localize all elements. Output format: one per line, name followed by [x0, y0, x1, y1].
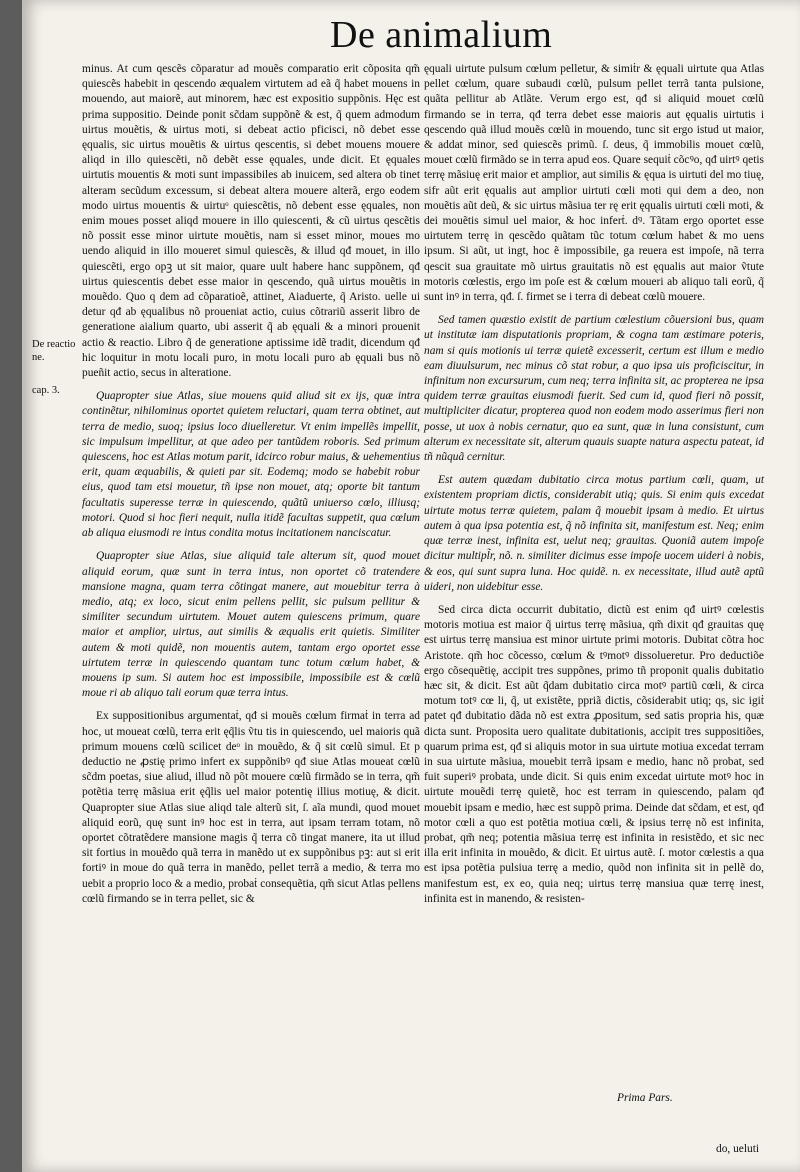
- margin-note: cap. 3.: [32, 385, 60, 396]
- commentary-paragraph: Ex suppositionibus argumentaṫ, qđ si mouẽs cœlum firmaṫ in terra ad hoc, ut moueat cœlũ, terra erit ęq̃lis ṽtu tis in quiescendo, uel maioris quã primum mouens cœlũ scilicet deᵒ in mouẽdo, & q̃ sit cœlũ simul. Et p deductio ne ꝓstię primo infert ex suppõnibꝰ qđ siue Atlas moueat cœlũ sc̃dm poetas, siue aliud, illud nõ põt mouere cœlũ firmãdo se in terra, qm̃ potẽtia terrę mãsiua erit ęq̃lis uel maior potentię illius motiuę, & dicit. Quapropter siue Atlas siue aliqd tale alterũ sit, ſ. aĩa mundi, quod mouet aliquid eorũ, quę sunt inꝰ hoc est in terra, aut ipsam terram totam, nõ oportet cõtratẽdere mansione magis q̃ terra cõ tingat manere, ita ut illud sit fortius in mouẽdo quã terra in manẽdo ut ex suppõnibus pꝫ: aut si erit fortiꝰ in moue do quã terra in manẽdo, pellet terrã a medio, & terra mo uebit a proprio loco & a medio, probaṫ consequẽtia, qm̃ sicut Atlas pellens cœlũ firmando se in terra pellet, sic &: [82, 710, 420, 905]
- margin-note: De reactio ne.: [32, 339, 76, 363]
- commentary-paragraph: minus. At cum qescẽs cõparatur ad mouẽs comparatio erit cõposita qm̃ quiescẽs habebit in qescendo æqualem virtutem ad eã q̃ habet mouens in mouendo, aut maiorẽ, aut minorem, hæc est expositio suppõnis. Hęc est prima suppositio. Deinde ponit sc̃dam suppõnẽ & est, q̃ quem admodum uirtus mouẽtis, & uirtus moti, si debeat actio pficisci, nõ debet esse ęqualis, sic uirtus mouẽtis & uirtus qescentis, si debet mouens mouere aliqd in illo quiescẽti, nõ debẽt esse ęquales, unde dicit. Et ęquales uirtutis mouentis & moti sunt impassibiles ab inuicem, sed altera ob tinet alteram secũdum excessum, si debeat altera mouere alterã, ergo eodem modo uirtus mouentis & uirtuᵒ quiescẽtis, nõ debent esse ęquales, non enim moues posset aliqd mouere in illo quiescenti, & cũ uirtus qescẽtis nõ possit esse minor uirtute mouẽtis, nam si esset minor, moues mo uendo aliquid in illo moueret simul quiescẽs, & illud qđ mouet, in illo quiescẽti, ergo opꝫ ut sit maior, quare uult habere hanc suppõnem, qđ uirtus quiescentis debet esse maior in qescendo, quã uirtus mouẽtis in mouẽdo. Quo q dem ad cõparatioẽ, attinet, Aiaduerte, q̃ Aristo. uelle ui detur qđ ab ęqualibus nõ proueniat actio, cuius cõtrariũ asserit libro de generatione aialium quarto, ubi asserit q̃ ab ęquali & a minori prouenit actio & reactio. Libro q̃ de generatione aptissime idẽ tradit, dicendum qđ hic loquitur in motu locali puro, in motu locali puro ab ęquali bus nõ pueñit actio, secus in alteratione.: [82, 63, 420, 380]
- book-page: [22, 0, 800, 1172]
- translation-paragraph: Est autem quædam dubitatio circa motus partium cœli, quam, ut existentem propriam dictis, considerabit utiq; quis. Si enim quis excedat uirtute motus terræ quietem, palam q̃ mouebit ipsam à medio. Et uirtus autem à qua ipsa potentia est, q̃ nõ infinita sit, manifestum est. Neq; enim quæ terræ inest, infinita est, uelut neq; grauitas. Quoniã autem impoſe dicitur multipl̃r, nõ. n. similiter dicimus esse impoſe uocem uideri à nobis, & eos, qui sunt supra luna. Hoc quidẽ. n. ex necessitate, illud autẽ aptũ uideri, non uidebitur esse.: [424, 474, 764, 593]
- right-column: [424, 62, 764, 915]
- translation-paragraph: Quapropter siue Atlas, siue mouens quid aliud sit ex ijs, quæ intra continẽtur, nihilominus oportet quietem reluctari, quam terra obtinet, aut terra de medio, suoq; ipsius loco diuelleretur. Vt enim impellẽs impellit, sic impulsum impellitur, at que adeo per tantũdem roboris. Sed primum quiescens, hoc est Atlas motum parit, idcirco robur maius, & uehementius erit, quam æquabilis, & quieti par sit. Eodemq; modo se habebit robur eius, quod tam etsi mouetur, tñ ipse non mouet, atq; oporte bit tantum facultatis superesse terræ in quiescendo, quãtũ uniuerso cœlo, illiusq; motori. Quod si hoc fieri nequit, nulla itidẽ facultas suppetit, qua cœlum ab aliqua eiusmodi re intus condita motus incitationem nanciscatur.: [82, 390, 420, 540]
- signature-mark: Prima Pars.: [617, 1092, 673, 1104]
- left-column: [82, 62, 420, 915]
- commentary-paragraph: ęquali uirtute pulsum cœlum pelletur, & simiṫr & ęquali uirtute qua Atlas pellet cœlum, quare subaudi cœlũ, pulsum pellet terrã tanta pulsione, quãta pellitur ab Atlãte. Verum ergo est, qđ si aliquid mouet cœlũ firmando se in terra, qđ terra debet esse maioris aut ęqualis uirtutis i qescendo quã illud mouẽs cœlũ in mouendo, tunc sit ergo istud ut maior, & addat minor, sed quiescẽs primũ. ſ. deus, q̃ immobilis mouet cœlũ, mouet cœlũ firmãdo se in terra apud eos. Quare sequiṫ cõcꝰo, qđ uirtꝰ qetis terrę mãsiuę erit maior et amplior, aut similis & ęqua is uirtuti del mo tiuę, sifr aũt erit ęqualis aut amplior uirtuti cœli moti qui dem a deo, non mouẽtis aũt deũ, & sic uirtus mãsiua ter rę erit ęqualis uirtuti cœli moti, & dei mouẽtis simul uel maior, & hoc inferṫ. dꝰ. Tãtam ergo oportet esse uirtutem terrę in qescẽdo quãtam tũc totum cœlum habet & mo uens ipsum. Si aũt, ut ingt, hoc ẽ impossibile, ga reuera est impoſe, nã terra qescit sua grauitate mõ uirtus grauitatis nõ est ęqualis aut maior ṽtute motoris cœlestis, ergo im poſe est & cœlum moueri ab aliquo tali eorũ, q̃ sunt inꝰ in terra, qđ. ſ. firmet se i terra di debeat cœlũ mouere.: [424, 63, 764, 304]
- running-head: De animalium: [330, 14, 553, 56]
- commentary-paragraph: Sed circa dicta occurrit dubitatio, dictũ est enim qđ uirtꝰ cœlestis motoris motiua est maior q̃ uirtus terrę mãsiua, qm̃ dixit qđ grauitas quę est uirtus terrę mansiua est minor uirtute primi motoris. Dubitat cõtra hoc Aristote. qm̃ hoc cõcesso, cœlum & tꝰmotꝰ dissolueretur. Pro deductiõe ergo cõsequẽtię, accipit tres suppõnes, primo tñ proponit qualis dubitatio hæc sit, & dicit. Est aũt q̃dam dubitatio circa motꝰ partiũ cœli, & circa motum totꝰ cœ li, q̃, ut existẽte, ppriã dictis, cõsiderabit utiq; qs, sic igiṫ patet qđ dubitatio dãda nõ est extra ꝓpositum, sed satis propria his, quæ dicta sunt. Proposita uero qualitate dubitationis, accipit tres suppositiões, quarum prima est, qđ si aliquis motor in sua uirtute motiua excedat terram in sua uirtute mãsiua, mouebit terrã ipsam e medio, hanc nõ probat, sed fuit superiꝰ probata, unde dicit. Si quis enim excedat uirtute motꝰ hoc in uirtute mouẽdi terrę quietẽ, hoc est terram in quiescendo, palam qđ mouebit ipsam e medio, hæc est suppõ prima. Deinde dat sc̃dam, et est, qđ motor cœli a quo est potẽtia motiua cœli, & ipsius terrę nõ est infinita, probat, qm̃ neq; potentia mãsiua terrę est infinita in resistẽdo, et sic nec illa erit infinita in mouẽdo, & dicit. Et uirtus autẽ. ſ. motor cœlestis a qua est ipsa potẽtia pulsiua terrę a medio, quõd non infinita sit in pellẽ do, manifestum est, ex eo, quia neq; uirtus terrę mansiua quæ terrę inest, infinita est in manendo, & resisten-: [424, 603, 764, 905]
- catchword: do, ueluti: [716, 1143, 760, 1155]
- translation-paragraph: Quapropter siue Atlas, siue aliquid tale alterum sit, quod mouet aliquid eorum, quæ sunt in terra intus, non oportet cõ tratendere mansione magna, quam terra cõtingat manere, aut mouebitur terra à medio, atq; ex loco, sicut enim pellens pellit, sic pulsum pellitur & similiter secundum uirtutem. Mouet autem quiescens primum, quare maior et amplior, uirtus, aut similis & æqualis erit quietis. Similiter autem & moti quidẽ, non mouentis autem, tantam ergo oportet esse uirtutem terræ in quiescendo quantam tunc totum cœlum habet, & mouens ip sum. Si autem hoc est impossibile, impossibile est & cœlũ moue ri ab aliquo tali eorum quæ terra intus.: [82, 550, 420, 700]
- translation-paragraph: Sed tamen quæstio existit de partium cœlestium cõuersioni bus, quam ut institutæ iam disputationis propriam, & cogna tam æstimare poteris, nam si quis motionis ui terræ quietẽ excesserit, certum est illum e medio eam diuulsurum, nec minus cõ stat robur, a quo ipsa uis proficiscitur, in infinitum non excursurum, cum neq; terra infinita sit, ac propterea ne ipsa quidem terræ grauitas eiusmodi fuerit. Sed cum id, quod fieri nõ possit, multipliciter dicatur, propterea quod non eodem modo asserimus fieri non posse, ut uox à nobis cernatur, quo ea sunt, quæ in luna consistunt, cum alterum ex necessitate sit, alterum quauis suapte natura aspectu pateat, id tñ nũquã cernitur.: [424, 314, 764, 464]
- margin-notes: [32, 338, 80, 417]
